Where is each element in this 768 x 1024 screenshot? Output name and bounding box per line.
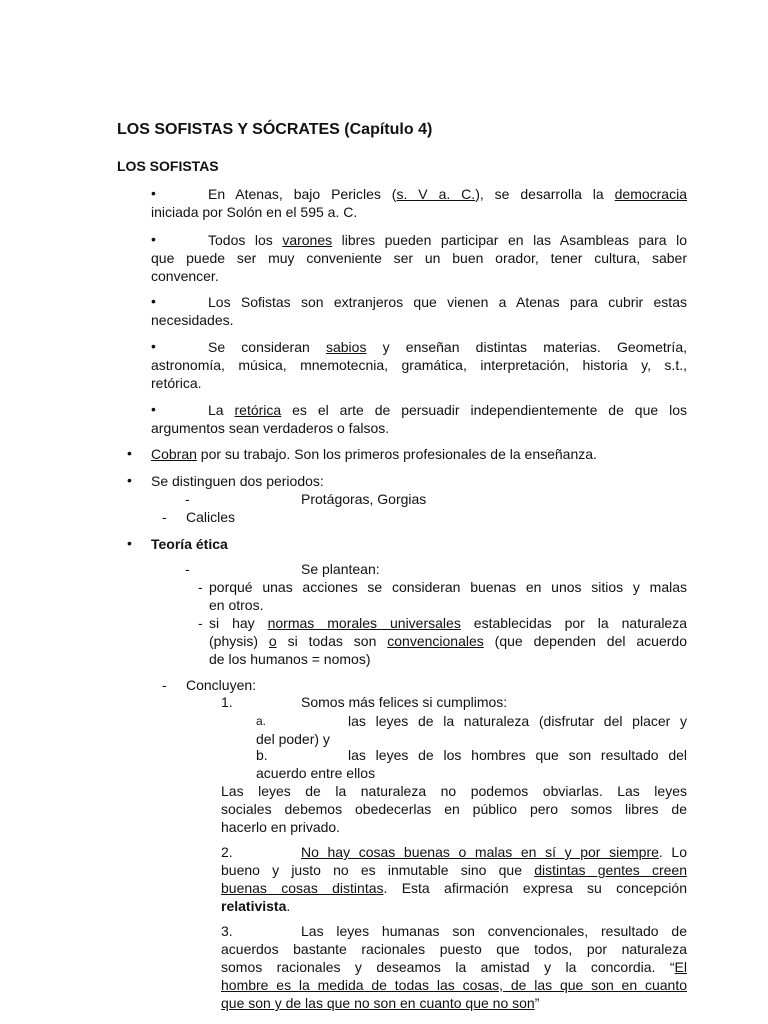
se-plantean: Se plantean: xyxy=(301,561,380,577)
dash-icon: - xyxy=(185,561,190,577)
number-three: 3. xyxy=(221,923,233,939)
dash-icon: - xyxy=(162,509,167,525)
point-two-text: No hay cosas buenas o malas en sí y por siempre. Lo bueno y justo no es inmutable sino que distintas gentes creen buenas cosas distintas. Esta afirmación expresa su concepción relativista. xyxy=(221,844,687,914)
bullet-icon: • xyxy=(127,535,132,551)
dash-icon: - xyxy=(162,677,167,693)
paragraph-varones: Todos los varones libres pueden participar en las Asambleas para lo que puede ser muy conveniente ser un buen orador, tener cultura, saber convencer. xyxy=(151,232,687,284)
number-one: 1. xyxy=(221,694,233,710)
bullet-icon: • xyxy=(127,472,132,488)
point-one-text: Somos más felices si cumplimos: xyxy=(301,694,508,710)
bullet-icon: • xyxy=(127,445,132,461)
paragraph-pericles: En Atenas, bajo Pericles (s. V a. C.), se desarrolla la democracia iniciada por Solón en el 595 a. C. xyxy=(151,186,687,220)
point-three-text: Las leyes humanas son convencionales, resultado de acuerdos bastante racionales puesto que todos, por naturaleza somos racionales y deseamos la amistad y la concordia. “El hombre es la medida de todas las cosas, de las que son en cuanto que son y de las que no son en cuanto que no son” xyxy=(221,923,687,1011)
ethics-heading: Teoría ética xyxy=(151,536,228,552)
paragraph-sabios: Se consideran sabios y enseñan distintas materias. Geometría, astronomía, música, mnemotecnia, gramática, interpretación, historia y, s.t., retórica. xyxy=(151,339,687,391)
item-b-text: las leyes de los hombres que son resultado del acuerdo entre ellos xyxy=(256,747,687,781)
dash-icon: - xyxy=(198,579,203,595)
bullet-icon: • xyxy=(151,338,156,354)
number-two: 2. xyxy=(221,844,233,860)
paragraph-retorica: La retórica es el arte de persuadir independientemente de que los argumentos sean verdaderos o falsos. xyxy=(151,402,687,436)
bullet-icon: • xyxy=(151,185,156,201)
concluyen-heading: Concluyen: xyxy=(186,677,257,693)
section-heading: LOS SOFISTAS xyxy=(117,158,219,174)
dash-icon: - xyxy=(198,615,203,631)
period-two: Calicles xyxy=(186,509,236,525)
question-one: porqué unas acciones se consideran buenas en unos sitios y malas en otros. xyxy=(209,579,687,613)
question-two: si hay normas morales universales establecidas por la naturaleza (physis) o si todas son convencionales (que dependen del acuerdo de los humanos = nomos) xyxy=(209,615,687,667)
dash-icon: - xyxy=(185,491,190,507)
page-title: LOS SOFISTAS Y SÓCRATES (Capítulo 4) xyxy=(117,121,433,138)
letter-a: a. xyxy=(256,714,267,728)
period-one: Protágoras, Gorgias xyxy=(301,491,427,507)
bullet-icon: • xyxy=(151,401,156,417)
list-item-periodos: Se distinguen dos periodos: xyxy=(151,473,324,489)
item-a-text: las leyes de la naturaleza (disfrutar del placer y del poder) y xyxy=(256,713,687,747)
letter-b: b. xyxy=(256,747,268,763)
bullet-icon: • xyxy=(151,293,156,309)
bullet-icon: • xyxy=(151,231,156,247)
conclusion-one-summary: Las leyes de la naturaleza no podemos obviarlas. Las leyes sociales debemos obedecerlas en público pero somos libres de hacerlo en privado. xyxy=(221,783,687,835)
paragraph-sofistas: Los Sofistas son extranjeros que vienen a Atenas para cubrir estas necesidades. xyxy=(151,294,687,328)
list-item-cobran: Cobran por su trabajo. Son los primeros profesionales de la enseñanza. xyxy=(151,446,597,462)
